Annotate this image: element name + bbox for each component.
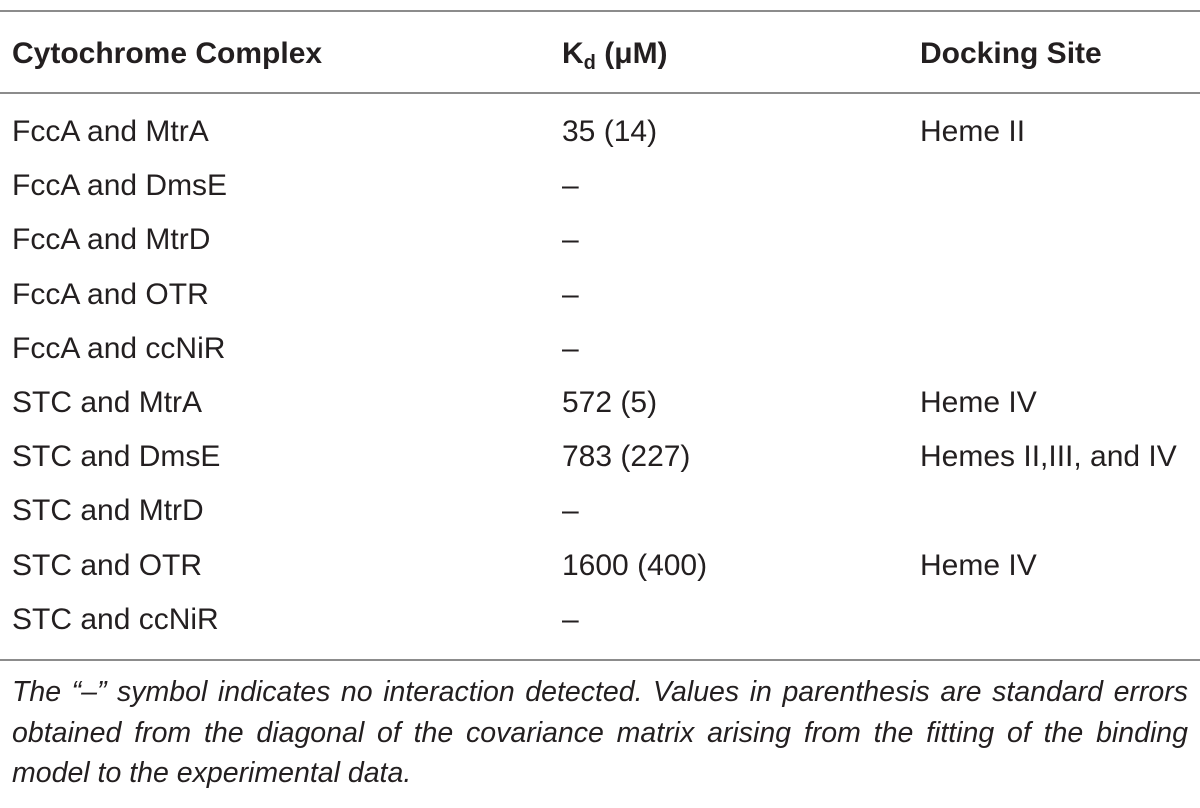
table-row: [0, 377, 1200, 431]
cell-complex: STC and MtrD: [12, 494, 204, 528]
cell-docking-site: Heme II: [920, 115, 1026, 148]
cell-kd: –: [562, 223, 579, 257]
table-header-row: [0, 12, 1200, 92]
table-row: [0, 323, 1200, 377]
table-row: [0, 540, 1200, 594]
table-row: [0, 214, 1200, 268]
table-bottom-rule: [0, 659, 1200, 661]
cell-complex: FccA and ccNiR: [12, 331, 226, 365]
cell-complex: FccA and MtrD: [12, 223, 211, 257]
table-row: [0, 106, 1200, 160]
cell-complex: STC and ccNiR: [12, 602, 219, 636]
header-kd-unit: (μM): [595, 37, 668, 70]
cell-kd: 572 (5): [562, 385, 658, 419]
header-kd: [562, 36, 668, 72]
header-kd-symbol: K: [562, 37, 584, 70]
table-row: [0, 431, 1200, 485]
table-row: [0, 269, 1200, 323]
cell-complex: FccA and DmsE: [12, 169, 228, 203]
cell-complex: FccA and MtrA: [12, 115, 209, 148]
cell-kd: –: [562, 494, 579, 528]
header-docking-site: Docking Site: [920, 37, 1102, 70]
cell-docking-site: Heme IV: [920, 385, 1037, 419]
cell-complex: FccA and OTR: [12, 277, 209, 311]
cell-kd: 35 (14): [562, 115, 658, 148]
cell-complex: STC and MtrA: [12, 385, 203, 419]
header-cytochrome-complex: Cytochrome Complex: [12, 37, 323, 70]
table-header-rule: [0, 92, 1200, 94]
table-row: [0, 485, 1200, 539]
cell-complex: STC and OTR: [12, 548, 203, 582]
table-body: [0, 106, 1200, 648]
cell-kd: –: [562, 277, 579, 311]
table-row: [0, 160, 1200, 214]
cell-docking-site: Heme IV: [920, 548, 1037, 582]
cell-kd: 1600 (400): [562, 548, 708, 582]
cell-kd: 783 (227): [562, 440, 691, 474]
header-kd-subscript: d: [583, 52, 596, 74]
cell-kd: –: [562, 602, 579, 636]
table-row: [0, 594, 1200, 648]
table-footnote: The “–” symbol indicates no interaction detected. Values in parenthesis are standard errors obtained from the diagonal of the covariance matrix arising from the fitting of the binding model to the experimental data.: [12, 676, 1188, 789]
cell-kd: –: [562, 331, 579, 365]
cell-complex: STC and DmsE: [12, 440, 221, 474]
cell-kd: –: [562, 169, 579, 203]
cell-docking-site: Hemes II,III, and IV: [920, 440, 1177, 474]
